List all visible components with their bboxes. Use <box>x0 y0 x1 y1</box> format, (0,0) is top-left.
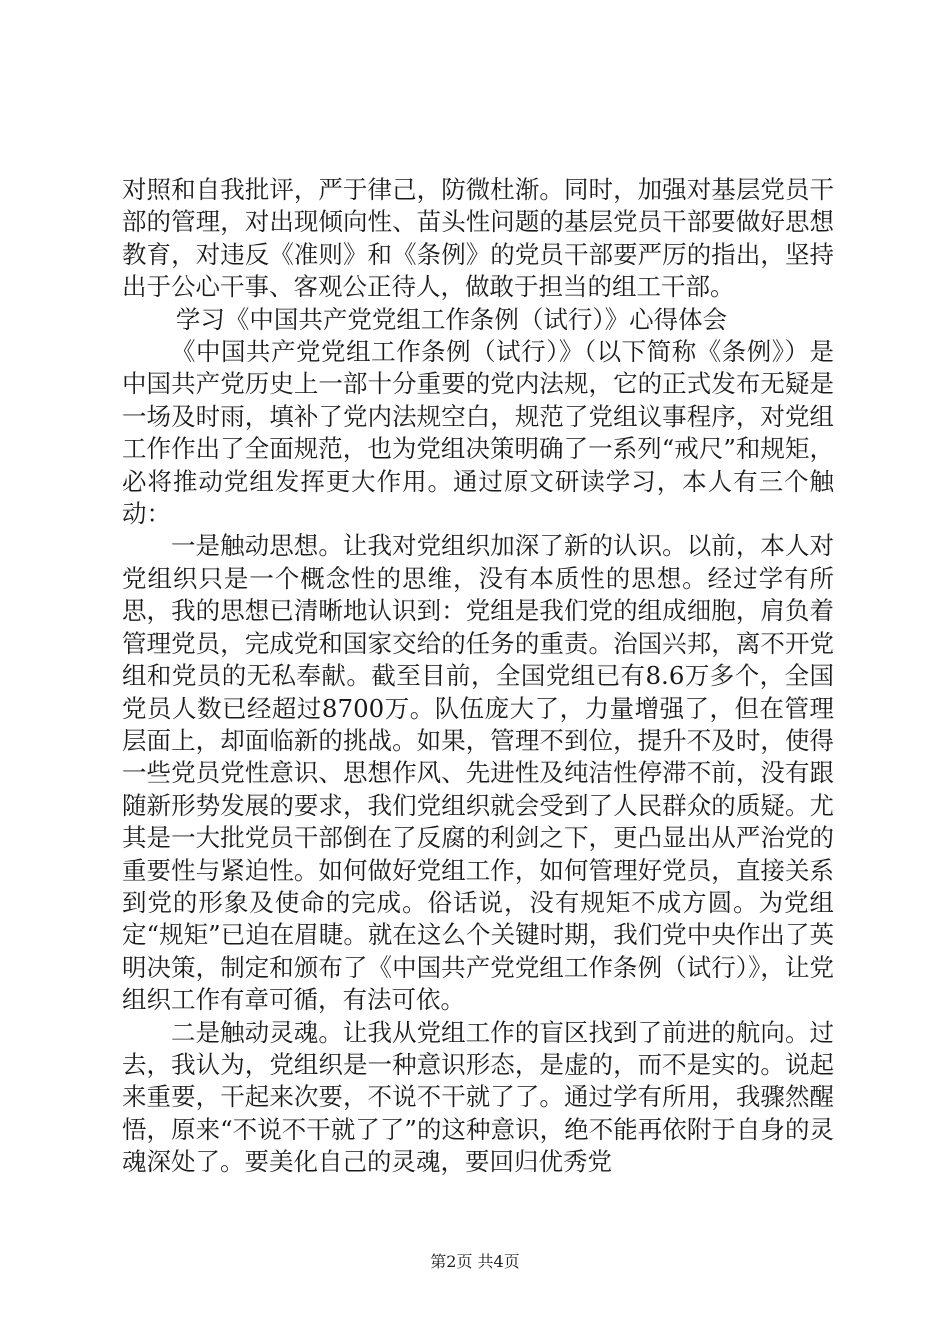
paragraph-second-point: 二是触动灵魂。让我从党组工作的盲区找到了前进的航向。过去，我认为，党组织是一种意识形态，是虚的，而不是实的。说起来重要，干起来次要，不说不干就了了。通过学有所用，我骤然醒悟，原来“不说不干就了了”的这种意识，绝不能再依附于自身的灵魂深处了。要美化自己的灵魂，要回归优秀党 <box>122 1017 834 1177</box>
paragraph-intro: 《中国共产党党组工作条例（试行）》（以下简称《条例》）是中国共产党历史上一部十分重要的党内法规，它的正式发布无疑是一场及时雨，填补了党内法规空白，规范了党组议事程序，对党组工作作出了全面规范，也为党组决策明确了一系列“戒尺”和规矩，必将推动党组发挥更大作用。通过原文研读学习，本人有三个触动： <box>122 337 834 529</box>
section-title: 学习《中国共产党党组工作条例（试行）》心得体会 <box>175 304 728 334</box>
document-body <box>122 174 834 1179</box>
paragraph-continuation: 对照和自我批评，严于律己，防微杜渐。同时，加强对基层党员干部的管理，对出现倾向性、苗头性问题的基层党员干部要做好思想教育，对违反《准则》和《条例》的党员干部要严厉的指出，坚持出于公心干事、客观公正待人，做敢于担当的组工干部。 <box>122 175 834 302</box>
page-number-footer: 第2页 共4页 <box>430 1252 520 1271</box>
paragraph-first-point: 一是触动思想。让我对党组织加深了新的认识。以前，本人对党组织只是一个概念性的思维，没有本质性的思想。经过学有所思，我的思想已清晰地认识到：党组是我们党的组成细胞，肩负着管理党员，完成党和国家交给的任务的重责。治国兴邦，离不开党组和党员的无私奉献。截至目前，全国党组已有8.6万多个，全国党员人数已经超过8700万。队伍庞大了，力量增强了，但在管理层面上，却面临新的挑战。如果，管理不到位，提升不及时，使得一些党员党性意识、思想作风、先进性及纯洁性停滞不前，没有跟随新形势发展的要求，我们党组织就会受到了人民群众的质疑。尤其是一大批党员干部倒在了反腐的利剑之下，更凸显出从严治党的重要性与紧迫性。如何做好党组工作，如何管理好党员，直接关系到党的形象及使命的完成。俗话说，没有规矩不成方圆。为党组定“规矩”已迫在眉睫。就在这么个关键时期，我们党中央作出了英明决策，制定和颁布了《中国共产党党组工作条例（试行）》，让党组织工作有章可循，有法可依。 <box>122 531 834 1015</box>
